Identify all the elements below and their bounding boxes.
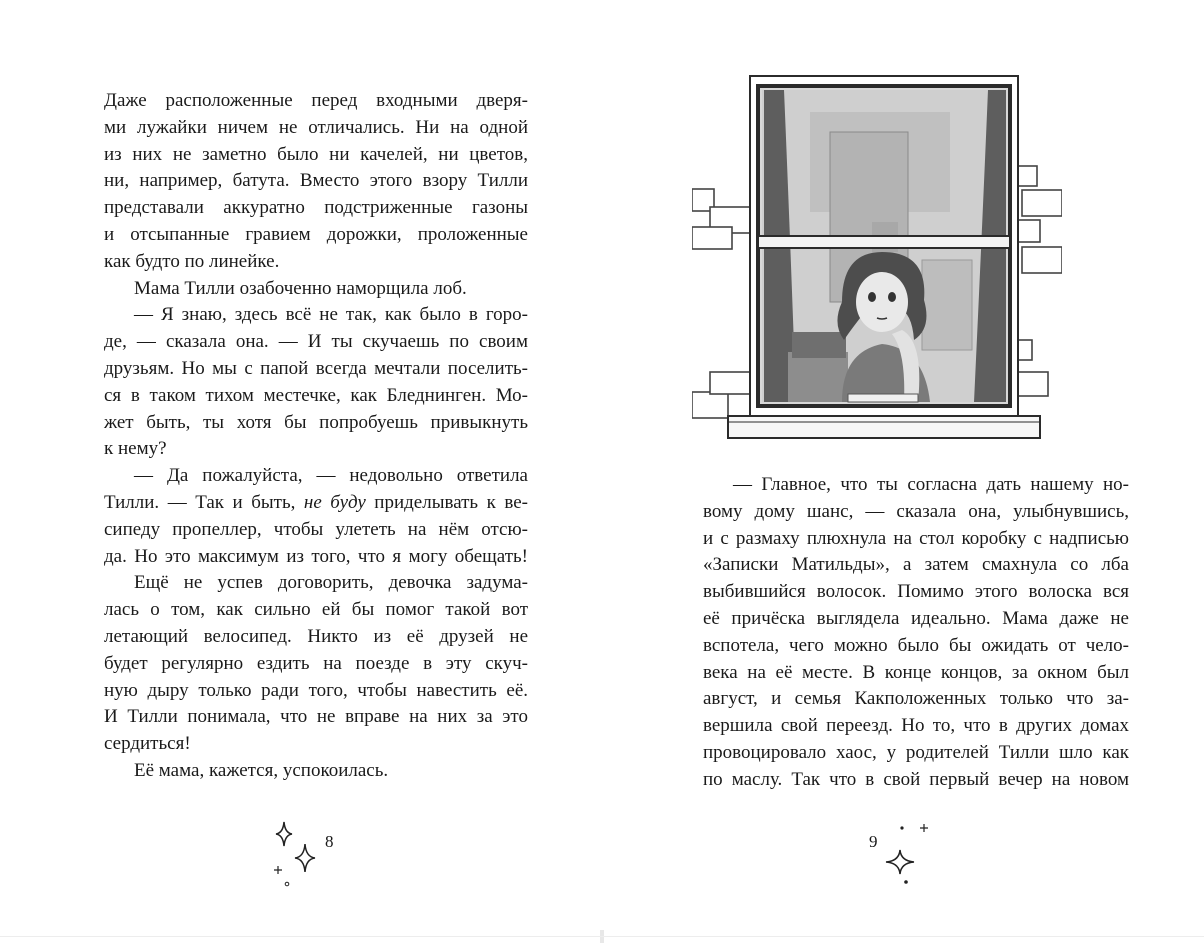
text-line: сипеду пропеллер, чтобы улететь на нём отсю- bbox=[104, 518, 528, 540]
sparkle-star-icon bbox=[886, 850, 914, 874]
right-page-text bbox=[703, 472, 1129, 794]
plus-mark-icon bbox=[274, 866, 282, 874]
dot-mark-icon bbox=[285, 882, 289, 886]
text-line: как будто по линейке. bbox=[104, 250, 280, 272]
right-page bbox=[602, 0, 1204, 943]
text-line: жет быть, ты хотя бы попробуешь привыкнуть bbox=[104, 411, 528, 433]
plus-mark-icon bbox=[920, 824, 928, 832]
text-line: представали аккуратно подстриженные газоны bbox=[104, 197, 528, 219]
text-line: ную дыру только ради того, чтобы навестить её. bbox=[104, 679, 528, 701]
text-line: выбившийся волосок. Помимо этого волоска вся bbox=[703, 581, 1129, 603]
text-line: И Тилли понимала, что не вправе на них за это bbox=[104, 706, 528, 728]
text-line: — Да пожалуйста, — недовольно ответила bbox=[134, 465, 528, 487]
text-line: будет регулярно ездить на поезде в эту скуч- bbox=[104, 652, 528, 674]
left-page-text bbox=[104, 88, 528, 785]
text-line: к нему? bbox=[104, 438, 167, 460]
text-line: вершила свой переезд. Но то, что в других домах bbox=[703, 715, 1129, 737]
window-sash bbox=[758, 236, 1010, 248]
sparkle-star-icon bbox=[276, 822, 292, 846]
text-run: приделывать к ве- bbox=[365, 491, 528, 513]
text-line: Её мама, кажется, успокоилась. bbox=[134, 759, 389, 781]
text-line: «Записки Матильды», а затем смахнула со лба bbox=[703, 554, 1129, 576]
sparkle-star-icon bbox=[295, 844, 315, 872]
window-illustration bbox=[692, 72, 1062, 452]
page-number-right: 9 bbox=[869, 832, 878, 851]
sparkle-stars-left bbox=[270, 820, 330, 895]
text-line: ми лужайки ничем не отличались. Ни на одной bbox=[104, 116, 528, 138]
text-line: по маслу. Так что в свой первый вечер на новом bbox=[703, 768, 1129, 790]
text-line: века на её месте. В конце концов, за окном был bbox=[703, 661, 1129, 683]
text-line: провоцировало хаос, у родителей Тилли шло как bbox=[703, 741, 1129, 763]
sparkle-stars-right bbox=[878, 820, 948, 890]
text-line: Ещё не успев договорить, девочка задума- bbox=[134, 572, 528, 594]
text-line: и с размаху плюхнула на стол коробку с надписью bbox=[703, 527, 1129, 549]
text-line: вому дому шанс, — сказала она, улыбнувшись, bbox=[703, 500, 1129, 522]
italic-text: не буду bbox=[303, 491, 366, 513]
page-number-left: 8 bbox=[325, 832, 334, 851]
text-line: Мама Тилли озабоченно наморщила лоб. bbox=[134, 277, 467, 299]
text-run: Тилли. — Так и быть, bbox=[104, 491, 304, 513]
text-line: — Главное, что ты согласна дать нашему но- bbox=[733, 474, 1129, 495]
text-line: ни, например, батута. Вместо этого взору Тилли bbox=[104, 170, 528, 192]
text-line: лась о том, как сильно ей бы помог такой вот bbox=[104, 599, 528, 621]
text-line: и отсыпанные гравием дорожки, проложенные bbox=[104, 223, 528, 245]
text-line: ся в таком тихом местечке, как Бледнинген. Мо- bbox=[104, 384, 528, 406]
text-line: сердиться! bbox=[104, 733, 191, 755]
text-line: друзьям. Но мы с папой всегда мечтали поселить- bbox=[104, 357, 528, 379]
text-line: — Я знаю, здесь всё не так, как было в горо- bbox=[134, 304, 528, 326]
text-line: де, — сказала она. — И ты скучаешь по своим bbox=[104, 331, 528, 353]
text-line-with-italic bbox=[104, 490, 528, 517]
text-line: вспотела, чего можно было бы ожидать от чело- bbox=[703, 634, 1129, 656]
dot-mark-icon bbox=[900, 826, 903, 829]
page-bottom-edge bbox=[0, 936, 1204, 937]
text-line: да. Но это максимум из того, что я могу обещать! bbox=[104, 545, 528, 567]
text-line: летающий велосипед. Никто из её друзей не bbox=[104, 625, 528, 647]
dot-mark-icon bbox=[904, 880, 908, 884]
text-line: август, и семья Какположенных только что за- bbox=[703, 688, 1129, 710]
text-line: её причёска выглядела идеально. Мама даже не bbox=[703, 607, 1129, 629]
text-line: Даже расположенные перед входными дверя- bbox=[104, 90, 528, 111]
text-line: из них не заметно было ни качелей, ни цветов, bbox=[104, 143, 528, 165]
girl-figure bbox=[837, 252, 930, 402]
window-sill bbox=[728, 416, 1040, 438]
